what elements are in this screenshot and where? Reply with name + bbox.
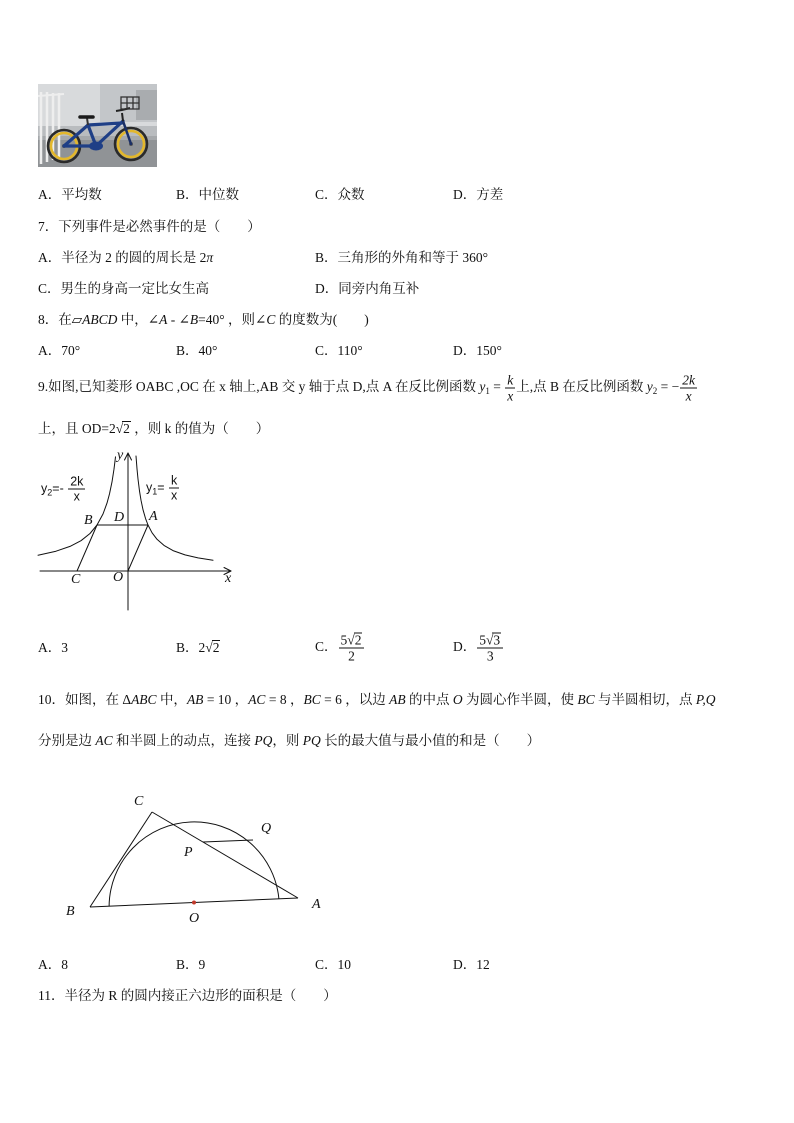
q9-stem-part: 上，且 OD=2 [38, 421, 116, 436]
fig10-point-q: Q [261, 821, 272, 836]
q8-option-c: C．110° [315, 343, 363, 358]
fig9-axis-y-label: y [117, 448, 124, 463]
q6-option-a: A．平均数 [38, 187, 102, 202]
q7-stem: 7．下列事件是必然事件的是（ ） [38, 219, 261, 234]
fig10-point-a: A [312, 897, 321, 912]
fig9-point-o: O [113, 570, 124, 585]
fraction-numerator [339, 633, 365, 649]
q10-stem-part: ，则 [272, 733, 303, 748]
coefficient: 5 [340, 632, 348, 648]
radical-sign: √ [486, 632, 494, 648]
q9-stem-part: ，则 k 的值为（ ） [130, 421, 270, 436]
fig9-point-b: B [84, 513, 93, 528]
q6-option-b: B．中位数 [176, 187, 240, 202]
radical-sign: √ [347, 632, 355, 648]
segment-pq [203, 840, 253, 842]
q10-stem-part: = 10 ， [203, 692, 249, 707]
fraction-denominator: x [685, 388, 692, 404]
fig9-point-a: A [149, 509, 158, 524]
radicand: 2 [212, 640, 220, 655]
fig9-y2-equals: =- [52, 481, 68, 496]
q8-option-d: D．150° [453, 343, 502, 358]
q11-stem: 11．半径为 R 的圆内接正六边形的面积是（ ） [38, 988, 337, 1003]
fig9-point-c: C [71, 572, 81, 587]
q7-option-d: D．同旁内角互补 [315, 281, 420, 296]
q10-stem-part: 10．如图，在 [38, 692, 123, 707]
q10-math: BC [577, 692, 595, 707]
q10-stem-line-2 [38, 732, 540, 750]
q7-option-b: B．三角形的外角和等于 360° [315, 250, 489, 265]
q10-math: PQ [254, 733, 273, 748]
q10-stem-part: = 6 ，以边 [320, 692, 390, 707]
q9-fraction-k-over-x [505, 373, 515, 404]
fraction-denominator: 2 [348, 648, 355, 664]
fig9-y2-formula [41, 475, 86, 504]
fig9-y1-fraction [169, 474, 179, 503]
q8-angle-a: A [159, 312, 168, 327]
rhombus-side-oa [128, 525, 148, 571]
fraction-numerator: 2k [682, 372, 696, 388]
q10-option-b: B．9 [176, 957, 206, 972]
fraction-denominator: x [171, 488, 178, 503]
fig9-y2-fraction [68, 475, 85, 504]
q10-math: AC [95, 733, 113, 748]
triangle-symbol: Δ [122, 692, 132, 707]
q10-stem-part: 和半圆上的动点，连接 [112, 733, 255, 748]
q10-figure [60, 790, 330, 930]
q8-option-b: B．40° [176, 343, 218, 358]
bike-chain-guard [89, 142, 103, 151]
option-label: D． [453, 639, 477, 655]
q6-option-d: D．方差 [453, 187, 504, 202]
q8-stem-part: =40° ，则∠ [198, 312, 267, 327]
hyperbola-y1-branch [136, 456, 213, 560]
fraction-denominator: x [73, 489, 80, 504]
fig9-y1-subscript: 1 [152, 486, 158, 497]
q9-equals-minus: = − [657, 379, 680, 395]
q9-figure [30, 440, 250, 620]
q9-stem-line-2 [38, 420, 269, 438]
q10-stem-part: 分别是边 [38, 733, 96, 748]
semicircle [109, 822, 279, 906]
fig9-y1-equals: = [157, 480, 169, 495]
q10-stem-part: 中， [156, 692, 187, 707]
rhombus-side-cb [77, 525, 97, 571]
bicycle-photo [38, 84, 157, 167]
q8-stem-part: 的度数为( ) [275, 312, 369, 327]
fig10-point-o: O [189, 911, 200, 926]
q9-fraction-2k-over-x [680, 373, 697, 404]
q9-option-d-fraction [477, 633, 503, 664]
q8-option-a: A．70° [38, 343, 81, 358]
q10-math: ABC [131, 692, 157, 707]
q9-option-d [453, 633, 504, 664]
q10-stem-line-1 [38, 691, 716, 709]
pi-symbol: π [206, 250, 214, 265]
q10-math: P,Q [695, 692, 716, 707]
center-point-o [192, 901, 196, 905]
q10-stem-part: 与半圆相切，点 [594, 692, 696, 707]
fraction-denominator: x [507, 388, 514, 404]
q7-option-a-text: A．半径为 2 的圆的周长是 2 [38, 250, 207, 265]
q9-stem-part: 上,点 B 在反比例函数 [516, 379, 647, 395]
radical-sign: √ [205, 640, 213, 655]
coefficient: 5 [479, 632, 486, 648]
q10-math: AC [248, 692, 266, 707]
q10-math: BC [303, 692, 321, 707]
q10-math: AB [389, 692, 406, 707]
q8-stem-part: 8．在 [38, 312, 72, 327]
fig9-axis-x-label: x [225, 571, 232, 586]
fig9-y2-subscript: 2 [47, 487, 53, 498]
q10-stem-part: = 8 ， [265, 692, 304, 707]
radicand: 3 [493, 632, 501, 648]
q8-angle-c: C [266, 312, 276, 327]
q10-stem-part: 长的最大值与最小值的和是（ ） [320, 733, 541, 748]
q9-y1-subscript: 1 [485, 386, 490, 397]
q9-y2-subscript: 2 [652, 386, 658, 397]
fig9-y2-symbol: y [41, 481, 48, 496]
q9-stem-part: 9.如图,已知菱形 OABC ,OC 在 x 轴上,AB 交 y 轴于点 D,点 A 在反比例函数 [38, 379, 480, 395]
q10-math: PQ [302, 733, 321, 748]
coefficient: 2 [198, 640, 206, 655]
q9-option-c-fraction [339, 633, 365, 664]
hyperbola-y2-branch [38, 457, 116, 555]
q9-stem-line-1 [38, 373, 698, 404]
fraction-numerator: k [507, 372, 514, 388]
q9-equals: = [489, 379, 505, 395]
q8-stem [38, 311, 369, 329]
q7-option-c: C．男生的身高一定比女生高 [38, 281, 210, 296]
radicand: 2 [354, 632, 362, 648]
fraction-numerator [477, 633, 503, 649]
q10-option-c: C．10 [315, 957, 352, 972]
option-label: B． [176, 640, 199, 655]
q10-math: O [452, 692, 463, 707]
fig9-point-d: D [114, 510, 125, 525]
fraction-numerator: k [171, 473, 178, 488]
q10-stem-part: 为圆心作半圆，使 [462, 692, 578, 707]
fig9-y1-formula [146, 474, 180, 503]
q9-y2-symbol: y [646, 379, 653, 395]
fig10-point-c: C [134, 794, 144, 809]
q6-option-c: C．众数 [315, 187, 365, 202]
q8-stem-part: - ∠ [167, 312, 190, 327]
fraction-numerator: 2k [70, 474, 84, 489]
q8-angle-b: B [189, 312, 199, 327]
radicand: 2 [123, 421, 130, 436]
option-label: C． [315, 639, 338, 655]
q9-option-b [176, 639, 220, 657]
q10-stem-part: 的中点 [405, 692, 453, 707]
fig9-y1-symbol: y [146, 480, 153, 495]
q10-math: AB [186, 692, 204, 707]
q8-shape-name: ABCD [82, 312, 118, 327]
q8-stem-part: 中，∠ [117, 312, 160, 327]
parallelogram-symbol: ▱ [71, 312, 83, 327]
q9-option-a: A．3 [38, 640, 68, 655]
fig10-point-p: P [184, 845, 193, 860]
q10-option-d: D．12 [453, 957, 490, 972]
q10-option-a: A．8 [38, 957, 68, 972]
q7-option-a [38, 249, 213, 267]
fig10-point-b: B [66, 904, 75, 919]
bike-seat-post [87, 118, 88, 125]
radical-sign: √ [115, 421, 124, 436]
q9-y1-symbol: y [479, 379, 486, 395]
q9-option-c [315, 633, 365, 664]
fraction-denominator: 3 [486, 648, 494, 664]
triangle-side-bc [90, 812, 152, 907]
